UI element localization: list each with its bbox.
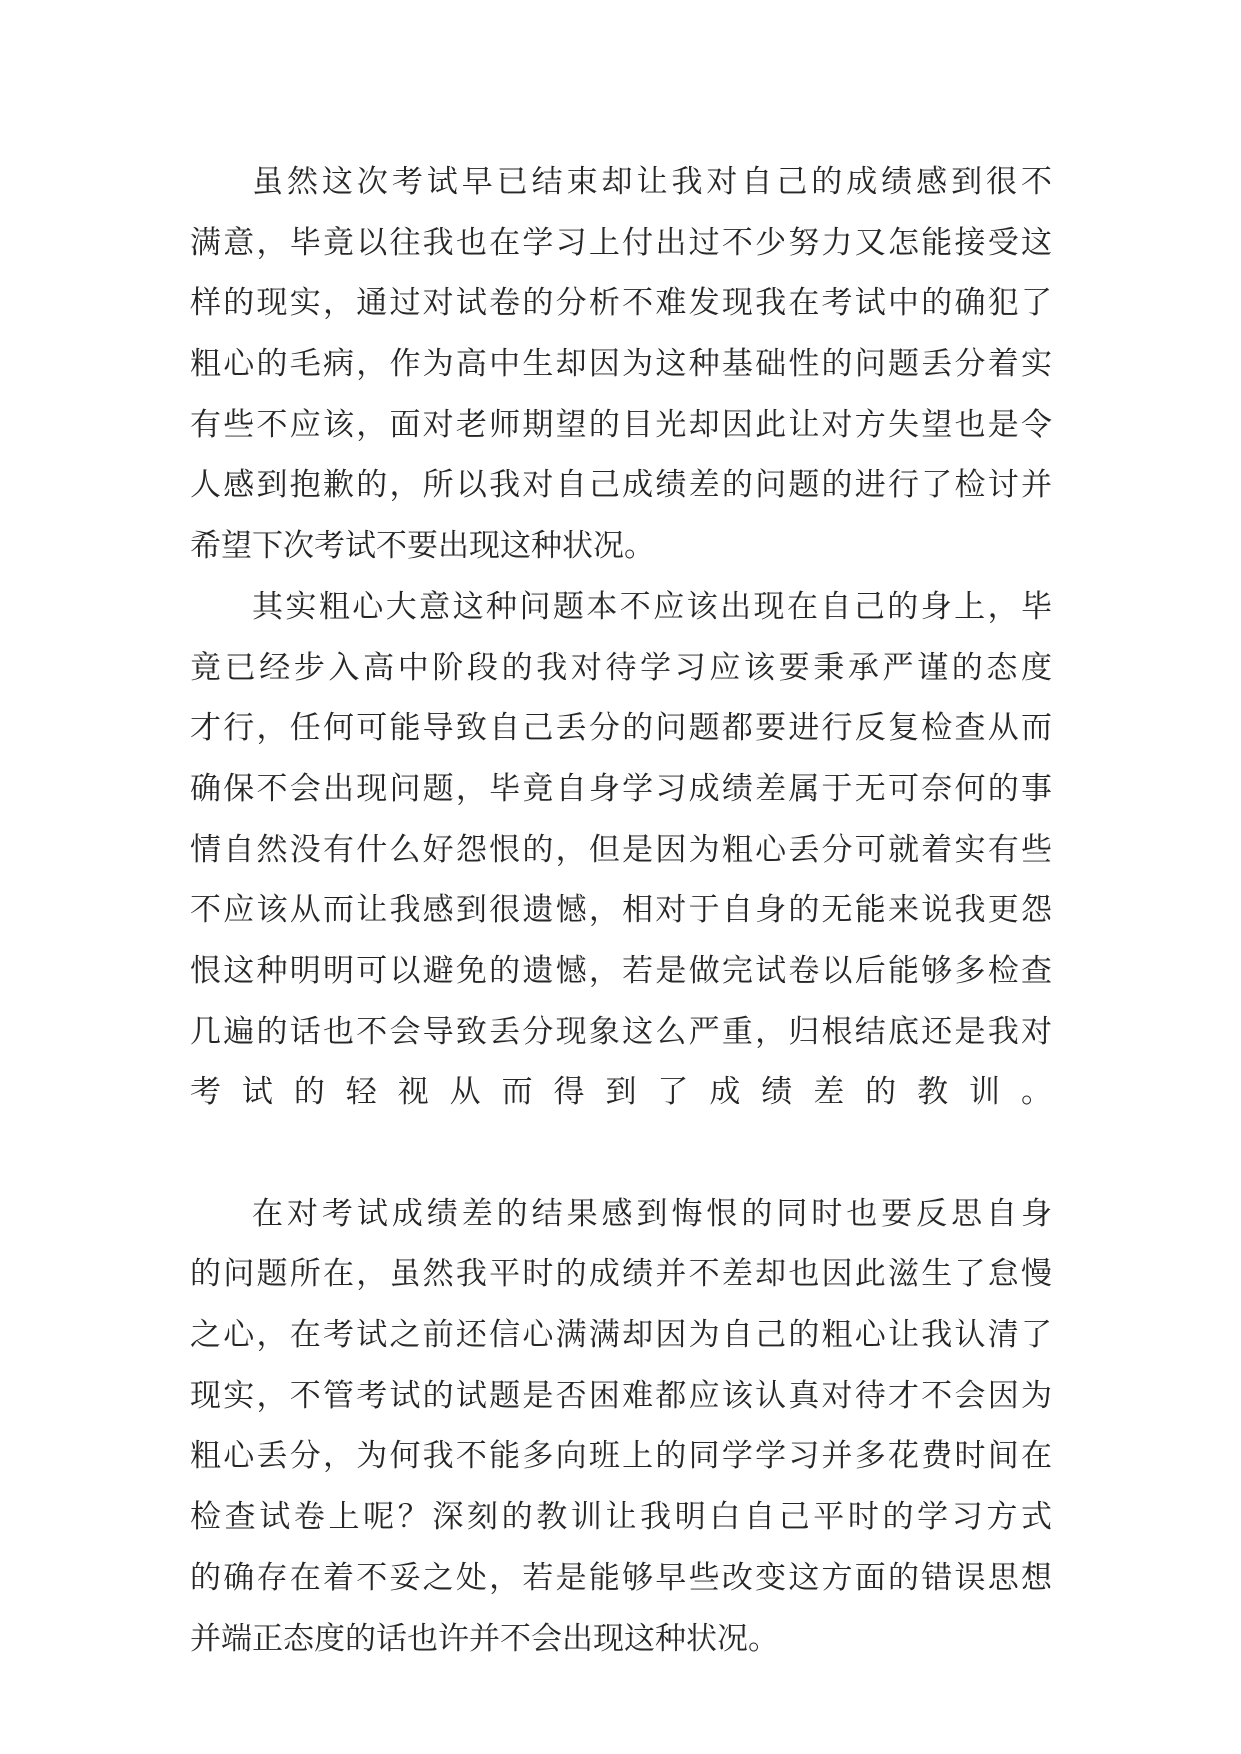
text-line: 才行，任何可能导致自己丢分的问题都要进行反复检查从而 — [190, 710, 1052, 747]
text-line: 情自然没有什么好怨恨的，但是因为粗心丢分可就着实有些 — [190, 831, 1052, 868]
text-line: 恨这种明明可以避免的遗憾，若是做完试卷以后能够多检查 — [190, 952, 1052, 989]
document-body — [190, 152, 1052, 1669]
text-line: 人感到抱歉的，所以我对自己成绩差的问题的进行了检讨并 — [190, 467, 1052, 504]
text-line: 考试的轻视从而得到了成绩差的教训。 — [190, 1074, 1052, 1111]
text-line: 并端正态度的话也许并不会出现这种状况。 — [190, 1620, 779, 1657]
text-line: 几遍的话也不会导致丢分现象这么严重，归根结底还是我对 — [190, 1013, 1052, 1050]
text-line: 其实粗心大意这种问题本不应该出现在自己的身上，毕 — [252, 588, 1052, 625]
text-line: 虽然这次考试早已结束却让我对自己的成绩感到很不 — [252, 164, 1052, 200]
paragraph-2 — [190, 577, 1052, 1184]
text-line: 现实，不管考试的试题是否困难都应该认真对待才不会因为 — [190, 1377, 1052, 1414]
text-line: 粗心的毛病，作为高中生却因为这种基础性的问题丢分着实 — [190, 346, 1052, 383]
text-line: 的确存在着不妥之处，若是能够早些改变这方面的错误思想 — [190, 1559, 1052, 1596]
text-line: 样的现实，通过对试卷的分析不难发现我在考试中的确犯了 — [190, 285, 1052, 322]
text-line: 在对考试成绩差的结果感到悔恨的同时也要反思自身 — [252, 1195, 1052, 1232]
text-line: 满意，毕竟以往我也在学习上付出过不少努力又怎能接受这 — [190, 224, 1052, 261]
text-line: 之心，在考试之前还信心满满却因为自己的粗心让我认清了 — [190, 1317, 1052, 1354]
text-line: 不应该从而让我感到很遗憾，相对于自身的无能来说我更怨 — [190, 892, 1052, 929]
text-line — [190, 1123, 1052, 1184]
paragraph-3 — [190, 1184, 1052, 1670]
text-line: 希望下次考试不要出现这种状况。 — [190, 528, 655, 565]
paragraph-1 — [190, 152, 1052, 577]
text-line: 确保不会出现问题，毕竟自身学习成绩差属于无可奈何的事 — [190, 770, 1052, 807]
text-line: 检查试卷上呢？深刻的教训让我明白自己平时的学习方式 — [190, 1499, 1052, 1536]
text-line: 竟已经步入高中阶段的我对待学习应该要秉承严谨的态度 — [190, 649, 1052, 686]
text-line: 的问题所在，虽然我平时的成绩并不差却也因此滋生了怠慢 — [190, 1256, 1052, 1293]
text-line: 有些不应该，面对老师期望的目光却因此让对方失望也是令 — [190, 406, 1052, 443]
text-line: 粗心丢分，为何我不能多向班上的同学学习并多花费时间在 — [190, 1438, 1052, 1475]
